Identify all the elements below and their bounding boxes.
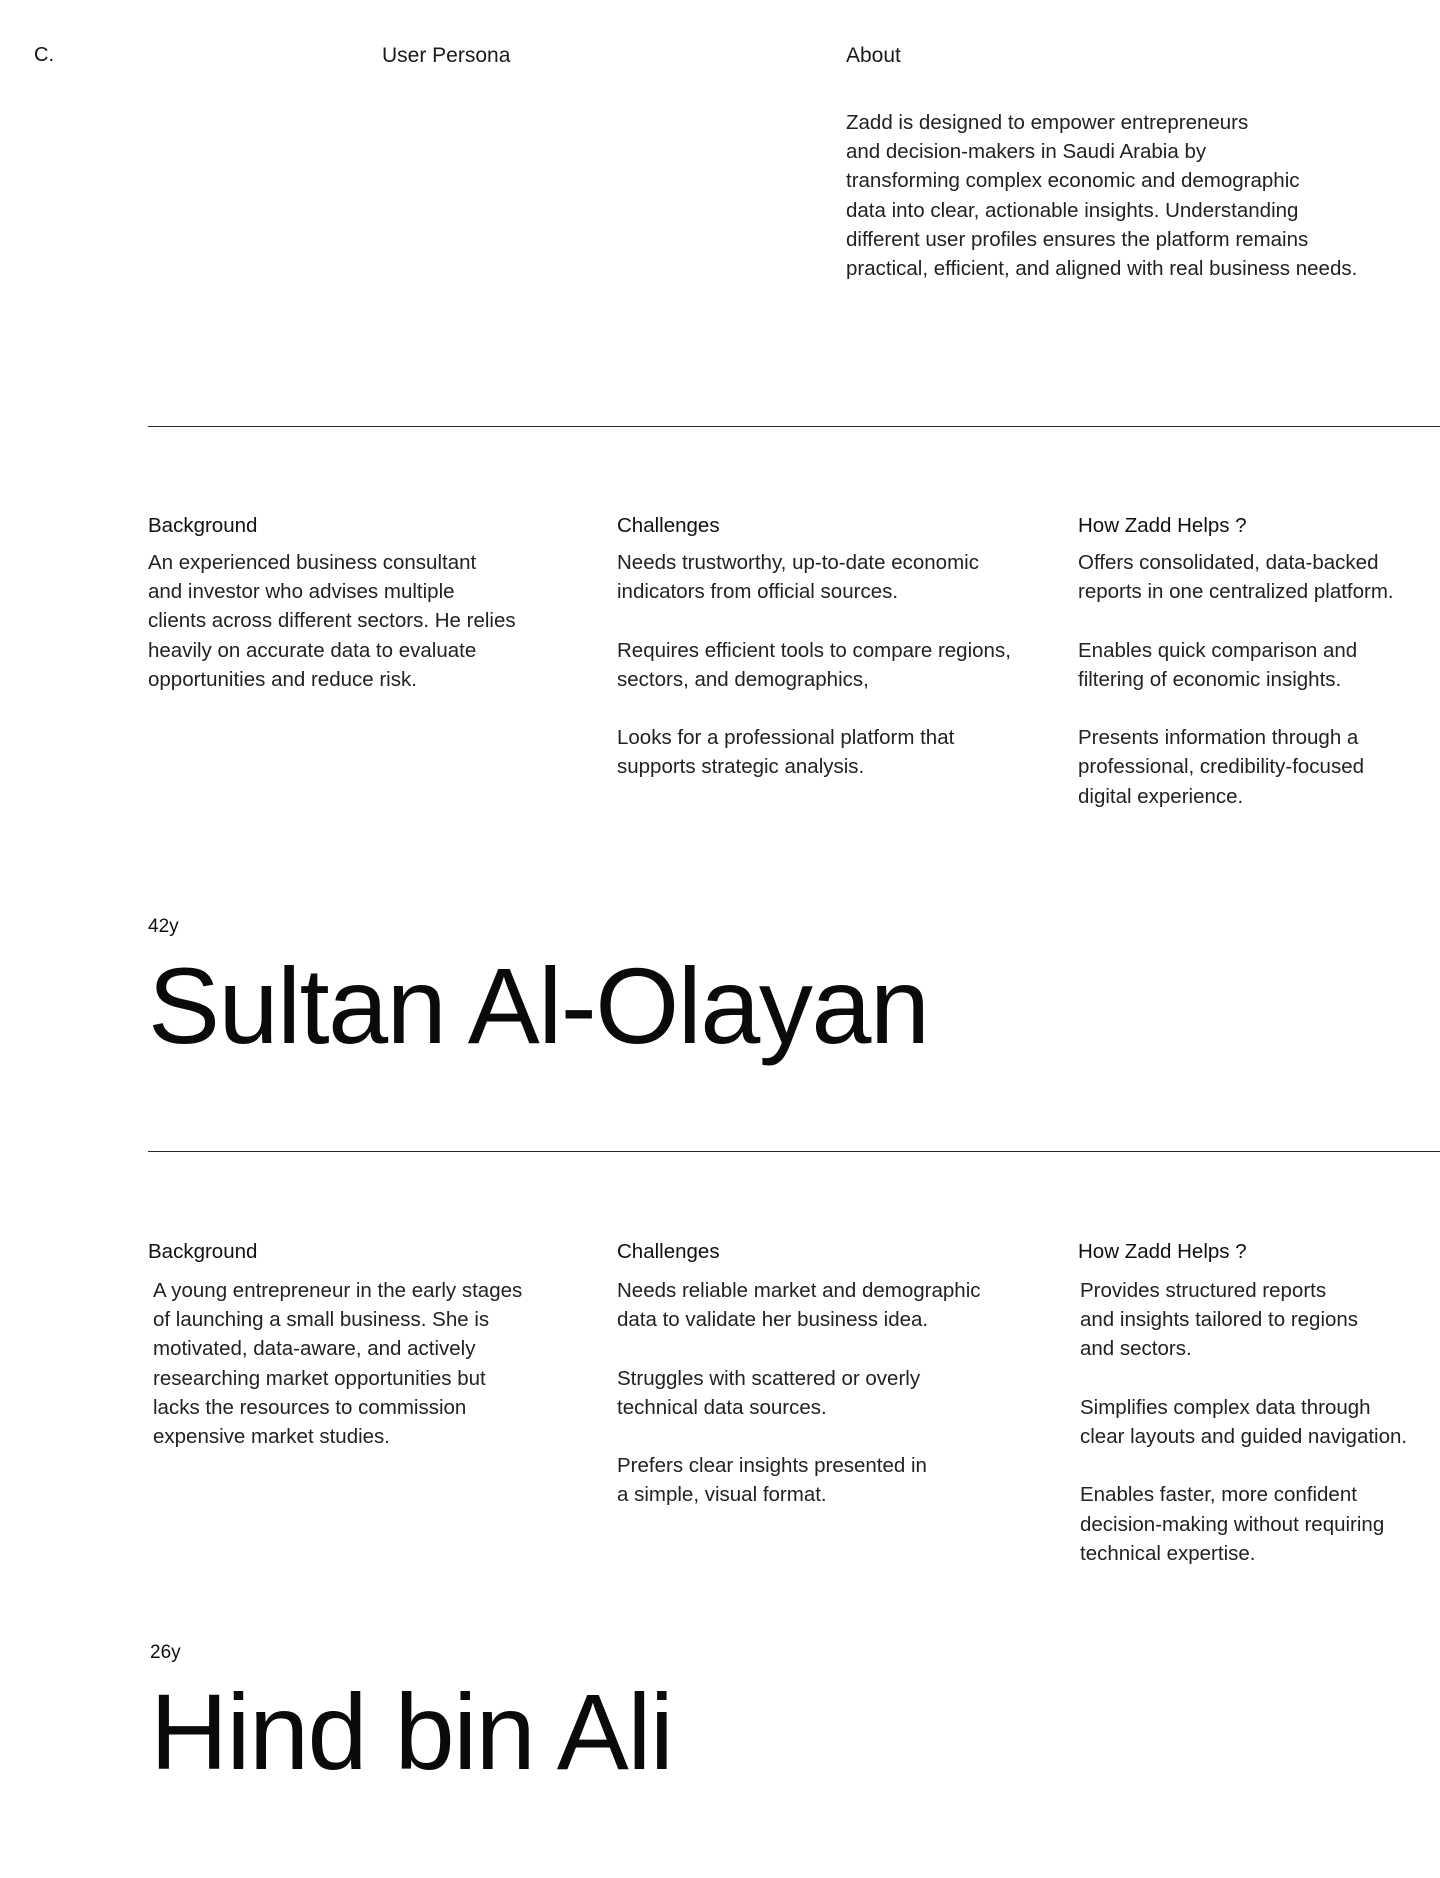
section-divider <box>148 1151 1440 1152</box>
persona-2-background-text: A young entrepreneur in the early stages of launching a small business. She is motivated, data-aware, and actively researching market opportunities but lacks the resources to commission expensive market studies. <box>153 1279 523 1449</box>
persona-1-age: 42y <box>148 916 179 937</box>
logo[interactable]: C. <box>34 44 54 66</box>
persona-1-background-title: Background <box>148 514 258 537</box>
persona-2-age: 26y <box>150 1642 181 1663</box>
persona-2-helps-text: Provides structured reports and insights tailored to regions and sectors. Simplifies complex data through clear layouts and guided navigation. Enables faster, more confident decision-making without requiring technical expertise. <box>1080 1279 1408 1565</box>
about-paragraph: Zadd is designed to empower entrepreneurs and decision-makers in Saudi Arabia by transforming complex economic and demographic data into clear, actionable insights. Understanding different user profiles ensures the platform remains practical, efficient, and aligned with real business needs. <box>846 111 1358 281</box>
persona-1-background-text: An experienced business consultant and investor who advises multiple clients across different sectors. He relies heavily on accurate data to evaluate opportunities and reduce risk. <box>148 551 516 691</box>
persona-1-challenges-text: Needs trustworthy, up-to-date economic indicators from official sources. Requires efficient tools to compare regions, sectors, and demographics, Looks for a professional platform that supports strategic analysis. <box>617 551 1011 779</box>
persona-2-background-title: Background <box>148 1240 258 1263</box>
persona-1-helps-text: Offers consolidated, data-backed reports in one centralized platform. Enables quick comparison and filtering of economic insights. Presents information through a professional, credibility-focused digital experience. <box>1078 551 1394 808</box>
persona-1-name: Sultan Al-Olayan <box>148 945 929 1066</box>
nav-title-user-persona: User Persona <box>382 44 511 67</box>
persona-1-challenges-title: Challenges <box>617 514 720 537</box>
persona-2-challenges-title: Challenges <box>617 1240 720 1263</box>
persona-2-challenges-text: Needs reliable market and demographic data to validate her business idea. Struggles with scattered or overly technical data sources. Prefers clear insights presented in a simple, visual format. <box>617 1279 981 1507</box>
about-heading: About <box>846 44 901 67</box>
persona-1-helps-title: How Zadd Helps ? <box>1078 514 1247 537</box>
persona-2-name: Hind bin Ali <box>150 1671 673 1792</box>
section-divider <box>148 426 1440 427</box>
persona-2-helps-title: How Zadd Helps ? <box>1078 1240 1247 1263</box>
